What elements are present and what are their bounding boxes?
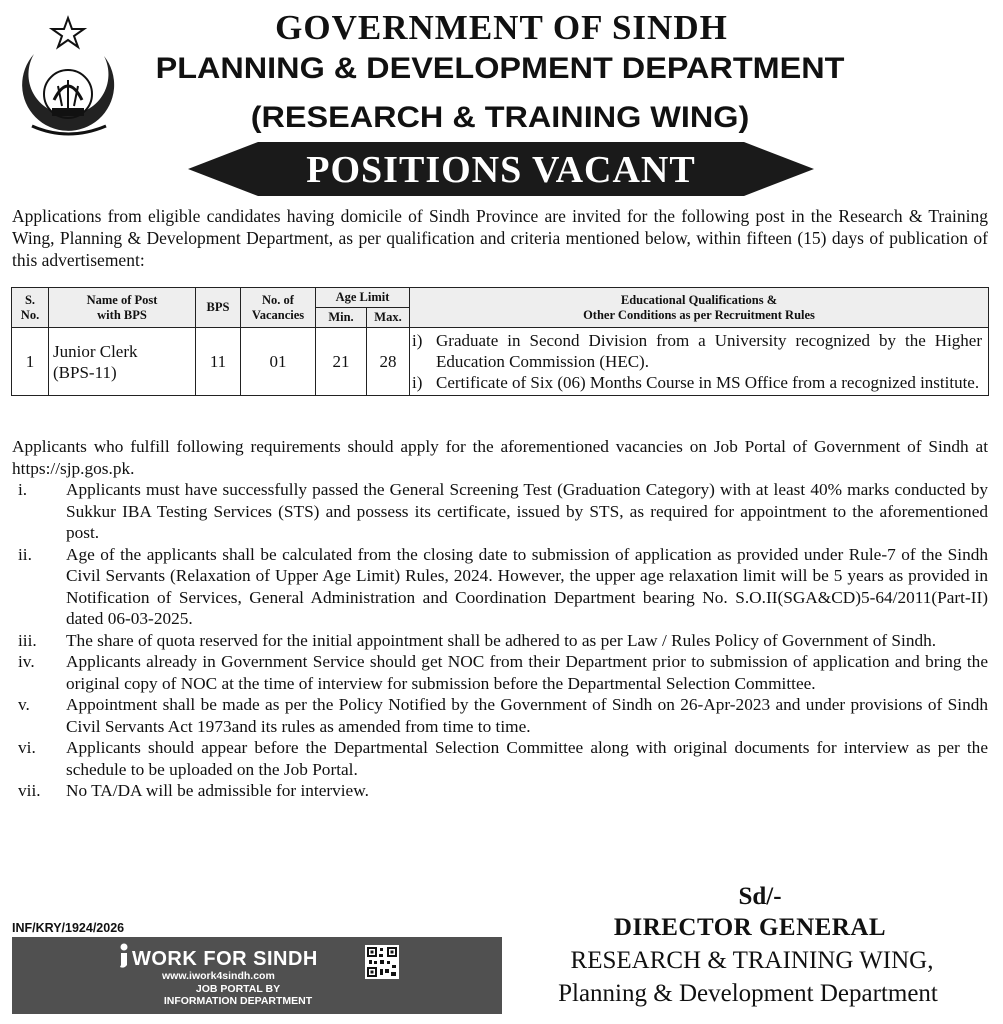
list-item (12, 780, 988, 802)
signature-department: Planning & Development Department (558, 980, 938, 1007)
vacancy-table (11, 287, 989, 396)
list-item (12, 694, 988, 737)
intro-paragraph: Applications from eligible candidates having domicile of Sindh Province are invited for the following post in the Research & Training Wing, Planning & Development Department, as per qualification and criteria mentioned below, within fifteen (15) days of publication of this advertisement: (12, 206, 988, 270)
iwork-portal-line: JOB PORTAL BY (195, 983, 281, 995)
signature-title: DIRECTOR GENERAL (613, 914, 887, 941)
department-title: PLANNING & DEVELOPMENT DEPARTMENT (155, 52, 845, 85)
item-text: No TA/DA will be admissible for interview. (66, 781, 369, 800)
government-title: GOVERNMENT OF SINDH (275, 8, 728, 47)
requirements-lead: Applicants who fulfill following requirements should apply for the aforementioned vacancies on Job Portal of Government of Sindh at https://sjp.gos.pk. (12, 437, 988, 478)
header-max: Max. (367, 308, 410, 328)
header-vacancies: No. of (262, 292, 294, 307)
iwork-url[interactable]: www.iwork4sindh.com (162, 970, 275, 982)
item-number: vi. (18, 738, 36, 757)
list-item (12, 479, 988, 544)
item-number: v. (18, 695, 30, 714)
banner-text: POSITIONS VACANT (306, 149, 696, 191)
iwork-i-icon (118, 943, 130, 969)
header-bps: BPS (196, 288, 241, 328)
reference-number: INF/KRY/1924/2026 (12, 921, 125, 935)
qr-code-icon (365, 945, 399, 979)
header-sno-2: No. (20, 307, 40, 322)
header-post: Name of Post (86, 292, 158, 307)
iwork-department-line: INFORMATION DEPARTMENT (163, 995, 313, 1007)
item-text: Appointment shall be made as per the Policy Notified by the Government of Sindh on 26-Apr-2023 and under provisions of Sindh Civil Servants Act 1973and its rules as amended from time to time. (66, 695, 988, 736)
requirements-section (12, 436, 988, 802)
item-number: i. (18, 480, 28, 499)
header-age-limit: Age Limit (316, 288, 410, 308)
item-text: The share of quota reserved for the initial appointment shall be adhered to as per Law / Rules Policy of Government of Sindh. (66, 630, 937, 650)
header-post-2: with BPS (97, 307, 147, 322)
qualification-text: Certificate of Six (06) Months Course in MS Office from a recognized institute. (436, 373, 980, 392)
cell-max-age: 28 (367, 328, 410, 396)
iwork-title: WORK FOR SINDH (132, 948, 318, 970)
header-sno: S. (24, 292, 36, 307)
wing-title: (RESEARCH & TRAINING WING) (250, 101, 750, 134)
post-bps: (BPS-11) (53, 362, 117, 382)
qualification-number: i) (412, 373, 423, 392)
cell-sno: 1 (12, 328, 49, 396)
list-item (12, 651, 988, 694)
qualification-number: i) (412, 331, 423, 350)
header-vacancies-2: Vacancies (251, 307, 305, 322)
qualification-item (412, 372, 982, 393)
header-qualifications-2: Other Conditions as per Recruitment Rules (583, 307, 815, 322)
positions-vacant-banner (188, 142, 814, 196)
list-item (12, 737, 988, 780)
item-text: Applicants already in Government Service should get NOC from their Department prior to submission of application and bring the original copy of NOC at the time of interview for submission before the Departmental Selection Committee. (66, 652, 988, 693)
header-qualifications: Educational Qualifications & (620, 292, 778, 307)
item-number: iii. (18, 630, 37, 650)
header (0, 0, 1003, 196)
qualification-text: Graduate in Second Division from a University recognized by the Higher Education Commission (HEC). (436, 331, 982, 371)
item-number: ii. (18, 544, 32, 564)
post-name: Junior Clerk (53, 341, 138, 361)
item-text: Applicants must have successfully passed the General Screening Test (Graduation Category) with at least 40% marks conducted by Sukkur IBA Testing Services (STS) and possess its certificate, issued by STS, as required for appointment to the aforementioned post. (66, 480, 988, 542)
cell-post (49, 328, 196, 396)
cell-qualifications (410, 328, 989, 396)
cell-bps: 11 (196, 328, 241, 396)
cell-min-age: 21 (316, 328, 367, 396)
item-number: iv. (18, 652, 35, 671)
item-text: Applicants should appear before the Departmental Selection Committee along with original documents for interview as per the schedule to be uploaded on the Job Portal. (66, 738, 988, 779)
header-min: Min. (316, 308, 367, 328)
item-number: vii. (18, 781, 41, 800)
signature-sd: Sd/- (738, 883, 782, 910)
list-item (12, 544, 988, 630)
table-header-row (12, 288, 989, 308)
item-text: Age of the applicants shall be calculated from the closing date to submission of application as provided under Rule-7 of the Sindh Civil Servants (Relaxation of Upper Age Limit) Rules, 2024. However, the upper age relaxation limit will be 5 years as provided in Notification of Services, General Administration and Coordination Department bearing No. S.O.II(SGA&CD)5-64/2011(Part-II) dated 06-03-2025. (66, 544, 988, 628)
table-row (12, 328, 989, 396)
list-item (12, 630, 988, 652)
signature-wing: RESEARCH & TRAINING WING, (570, 947, 934, 974)
cell-vacancies: 01 (241, 328, 316, 396)
iwork-banner (12, 937, 502, 1014)
qualification-item (412, 330, 982, 372)
